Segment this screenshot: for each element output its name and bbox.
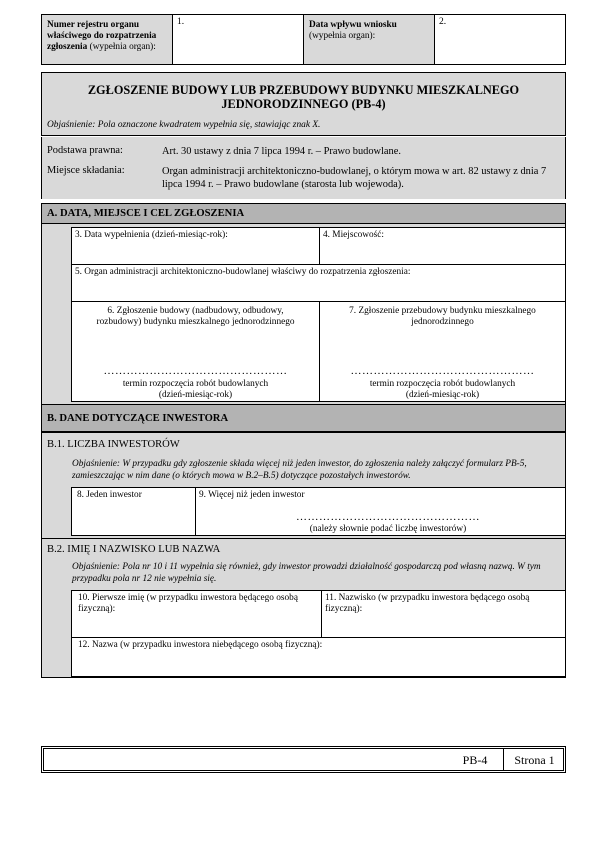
reconstruction-start-caption-line1: termin rozpoczęcia robót budowlanych: [369, 379, 516, 389]
reconstruction-notice-field[interactable]: [319, 301, 566, 402]
first-name-label: 10. Pierwsze imię (w przypadku inwestora będącego osobą fizyczną):: [78, 593, 298, 614]
surname-label: 11. Nazwisko (w przypadku inwestora będącego osobą fizyczną):: [325, 593, 530, 614]
registry-label-cell: [42, 15, 173, 64]
b2-explanation: Objaśnienie: Pola nr 10 i 11 wypełnia się również, gdy inwestor prowadzi działalność gospodarczą pod własną nazwą. W tym przypadku pola nr 12 nie wypełnia się.: [72, 562, 541, 584]
page-footer: [41, 746, 566, 773]
single-investor-option[interactable]: [71, 487, 196, 536]
registry-label: Numer rejestru organu właściwego do rozpatrzenia zgłoszenia: [47, 20, 157, 52]
multiple-investors-label: 9. Więcej niż jeden inwestor: [199, 490, 305, 500]
submission-place-text: Organ administracji architektoniczno-budowlanej, o którym mowa w art. 82 ustawy z dnia 7 lipca 1994 r. – Prawo budowlane (starosta lub wojewoda).: [162, 166, 547, 190]
locality-field[interactable]: [319, 227, 566, 265]
section-a-heading: A. DATA, MIEJSCE I CEL ZGŁOSZENIA: [41, 203, 566, 224]
page-footer-inner: [43, 748, 564, 771]
construction-start-caption: [72, 379, 319, 401]
surname-field[interactable]: [321, 590, 566, 638]
form-explanation: Objaśnienie: Pola oznaczone kwadratem wypełnia się, stawiając znak X.: [47, 120, 321, 130]
construction-start-caption-line2: (dzień-miesiąc-rok): [158, 390, 233, 400]
multiple-investors-option[interactable]: [195, 487, 566, 536]
fill-date-label: 3. Data wypełnienia (dzień-miesiąc-rok):: [75, 230, 228, 240]
registry-header: [41, 14, 566, 65]
construction-notice-field[interactable]: [71, 301, 320, 402]
form-title-box: [41, 72, 566, 136]
reconstruction-start-caption: [320, 379, 565, 401]
entity-name-field[interactable]: [71, 637, 566, 677]
legal-basis: [41, 137, 566, 199]
registry-number-field[interactable]: [173, 15, 304, 64]
form-code: PB-4: [447, 749, 504, 770]
investor-count-dots: …………………………………………: [296, 511, 480, 523]
reconstruction-notice-label: 7. Zgłoszenie przebudowy budynku mieszkalnego jednorodzinnego: [349, 306, 536, 327]
section-b-heading: B. DANE DOTYCZĄCE INWESTORA: [41, 404, 566, 432]
receipt-label-note: (wypełnia organ):: [309, 31, 376, 41]
legal-basis-label: Podstawa prawna:: [47, 145, 123, 156]
authority-field[interactable]: [71, 264, 566, 302]
locality-label: 4. Miejscowość:: [323, 230, 384, 240]
investor-count-caption: (należy słownie podać liczbę inwestorów): [309, 524, 467, 534]
receipt-date-field[interactable]: [435, 15, 565, 64]
form-title: [42, 83, 565, 111]
form-title-line2: JEDNORODZINNEGO (PB-4): [221, 97, 386, 111]
receipt-label: Data wpływu wniosku: [309, 20, 397, 30]
receipt-label-cell: [304, 15, 435, 64]
receipt-number: 2.: [439, 17, 447, 27]
construction-notice-label: 6. Zgłoszenie budowy (nadbudowy, odbudowy, rozbudowy) budynku mieszkalnego jednorodzinnego: [96, 306, 295, 327]
reconstruction-start-dots: …………………………………………: [350, 365, 535, 377]
legal-basis-text: Art. 30 ustawy z dnia 7 lipca 1994 r. – Prawo budowlane.: [162, 146, 401, 157]
form-title-line1: ZGŁOSZENIE BUDOWY LUB PRZEBUDOWY BUDYNKU MIESZKALNEGO: [87, 83, 520, 97]
fill-date-field[interactable]: [71, 227, 320, 265]
authority-label: 5. Organ administracji architektoniczno-budowlanej właściwy do rozpatrzenia zgłoszenia:: [75, 267, 411, 277]
reconstruction-start-caption-line2: (dzień-miesiąc-rok): [405, 390, 480, 400]
submission-place-label: Miejsce składania:: [47, 165, 125, 176]
b1-explanation: Objaśnienie: W przypadku gdy zgłoszenie składa więcej niż jeden inwestor, do zgłoszenia należy załączyć formularz PB-5, zamieszczając w nim dane (o których mowa w B.2–B.5) dotyczące pozostałych inwestorów.: [72, 459, 527, 481]
construction-start-caption-line1: termin rozpoczęcia robót budowlanych: [122, 379, 269, 389]
registry-label-note: (wypełnia organ):: [87, 42, 156, 52]
page-number: Strona 1: [514, 753, 555, 767]
b1-title: B.1. LICZBA INWESTORÓW: [47, 439, 180, 450]
b2-title: B.2. IMIĘ I NAZWISKO LUB NAZWA: [47, 544, 221, 555]
construction-start-dots: …………………………………………: [103, 365, 288, 377]
entity-name-label: 12. Nazwa (w przypadku inwestora niebędącego osobą fizyczną):: [78, 640, 323, 650]
single-investor-label: 8. Jeden inwestor: [77, 490, 142, 500]
first-name-field[interactable]: [71, 590, 322, 638]
registry-number: 1.: [177, 17, 185, 27]
